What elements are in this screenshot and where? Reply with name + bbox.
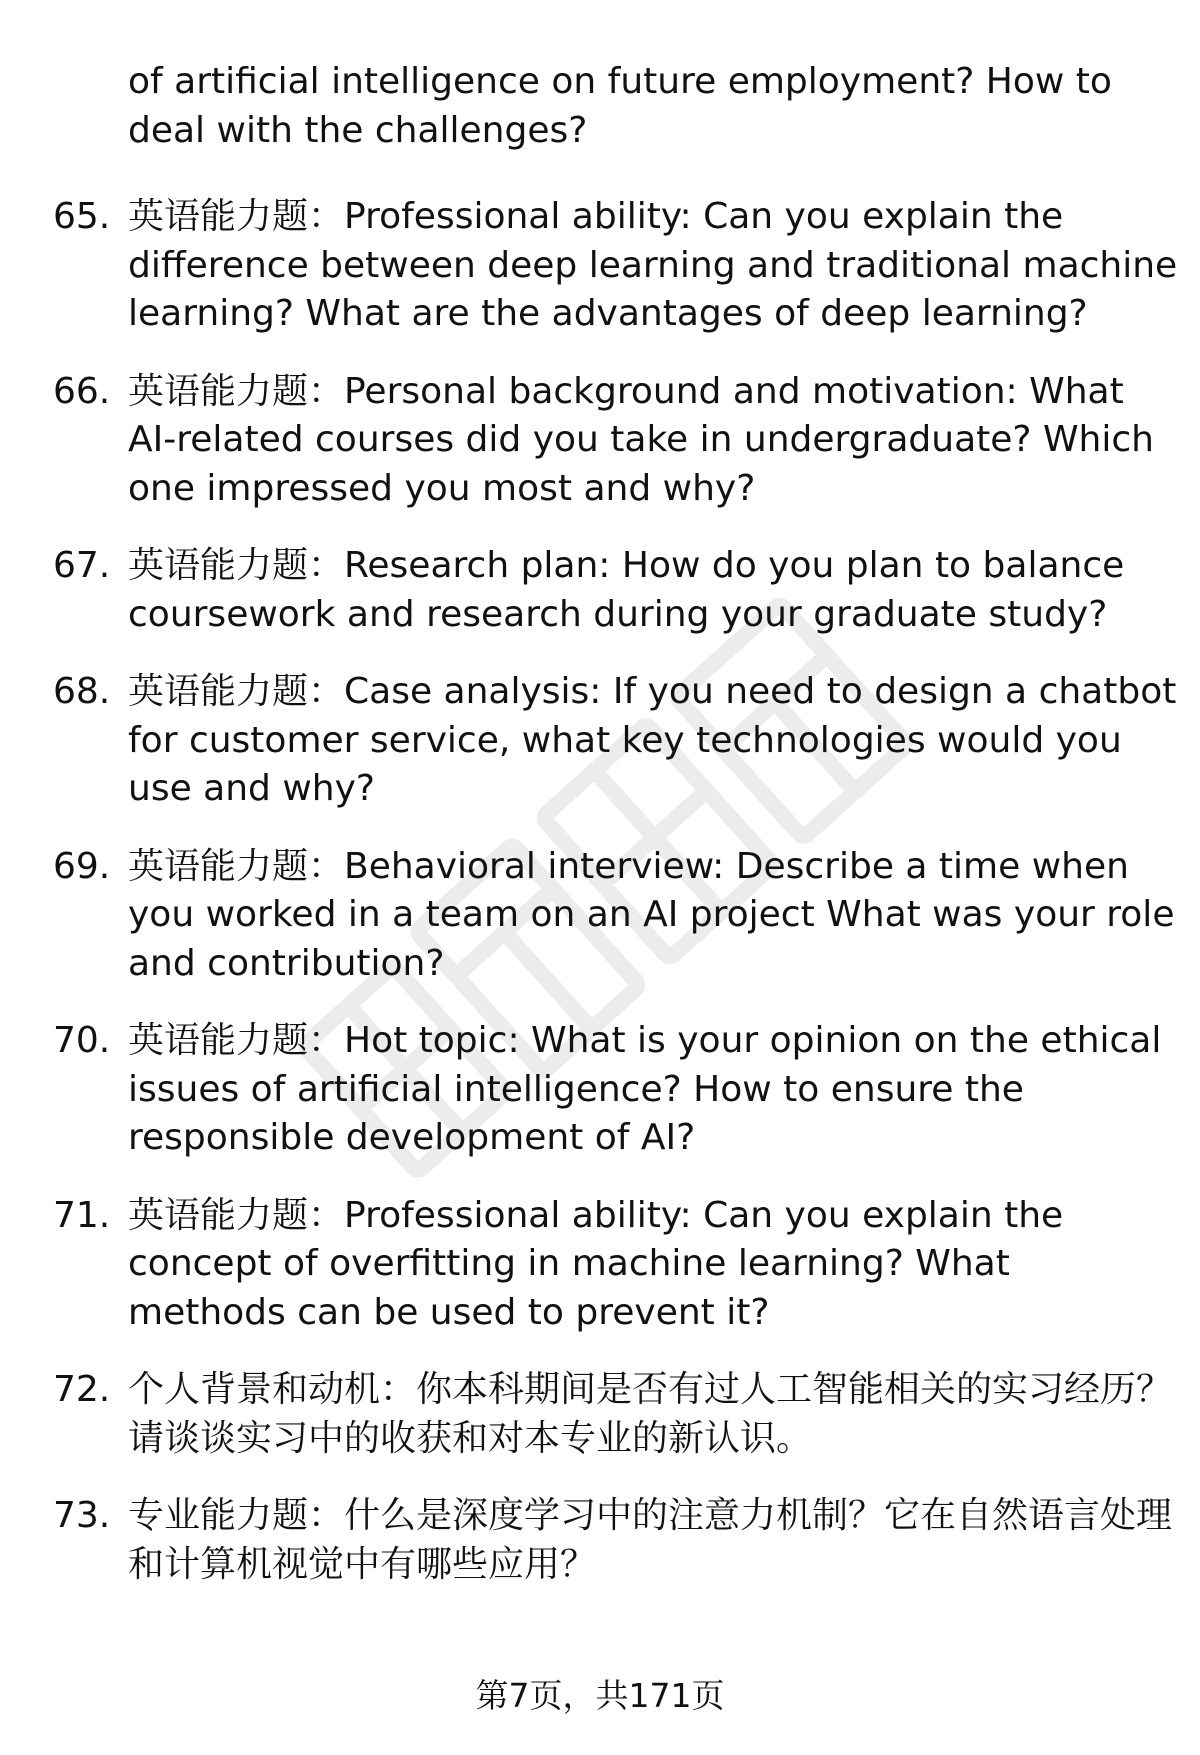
question-number: 66.	[53, 370, 111, 412]
question-text: 英语能力题：Behavioral interview: Describe a time when you worked in a team on an AI project What was your role and contribution?	[128, 845, 1175, 984]
question-item	[0, 1192, 1200, 1338]
question-item	[0, 668, 1200, 814]
question-list	[0, 193, 1200, 1589]
question-item	[0, 368, 1200, 514]
question-number: 69.	[53, 845, 111, 887]
document-content	[0, 58, 1200, 1618]
question-text: 英语能力题：Personal background and motivation: What AI-related courses did you take in undergraduate? Which one impressed you most and why?	[128, 370, 1154, 509]
question-text: 英语能力题：Hot topic: What is your opinion on the ethical issues of artificial intelligence? How to ensure the responsible development of AI?	[128, 1020, 1162, 1158]
question-number: 67.	[53, 545, 111, 586]
question-item	[0, 193, 1200, 339]
question-item	[0, 1017, 1200, 1163]
question-text: 英语能力题：Case analysis: If you need to design a chatbot for customer service, what key technologies would you use and why?	[128, 671, 1177, 809]
question-number: 70.	[53, 1020, 111, 1061]
question-item	[0, 1492, 1200, 1589]
question-number: 72.	[53, 1369, 111, 1410]
continued-question-text: of artificial intelligence on future employment? How to deal with the challenges?	[128, 61, 1112, 151]
question-text: 专业能力题：什么是深度学习中的注意力机制？它在自然语言处理和计算机视觉中有哪些应用？	[128, 1495, 1173, 1585]
question-item	[0, 843, 1200, 989]
page-footer: 第7页，共171页	[475, 1676, 725, 1715]
question-number: 68.	[53, 671, 111, 712]
question-item	[0, 542, 1200, 639]
question-number: 65.	[53, 196, 111, 237]
question-text: 英语能力题：Professional ability: Can you explain the concept of overfitting in machine learning? What methods can be used to prevent it?	[128, 1194, 1064, 1333]
question-number: 71.	[53, 1194, 111, 1236]
question-text: 个人背景和动机：你本科期间是否有过人工智能相关的实习经历？请谈谈实习中的收获和对本专业的新认识。	[128, 1369, 1173, 1459]
question-number: 73.	[53, 1495, 111, 1536]
question-item	[0, 1366, 1200, 1463]
question-text: 英语能力题：Research plan: How do you plan to balance coursework and research during your graduate study?	[128, 545, 1125, 635]
question-text: 英语能力题：Professional ability: Can you explain the difference between deep learning and traditional machine learning? What are the advantages of deep learning?	[128, 196, 1178, 334]
